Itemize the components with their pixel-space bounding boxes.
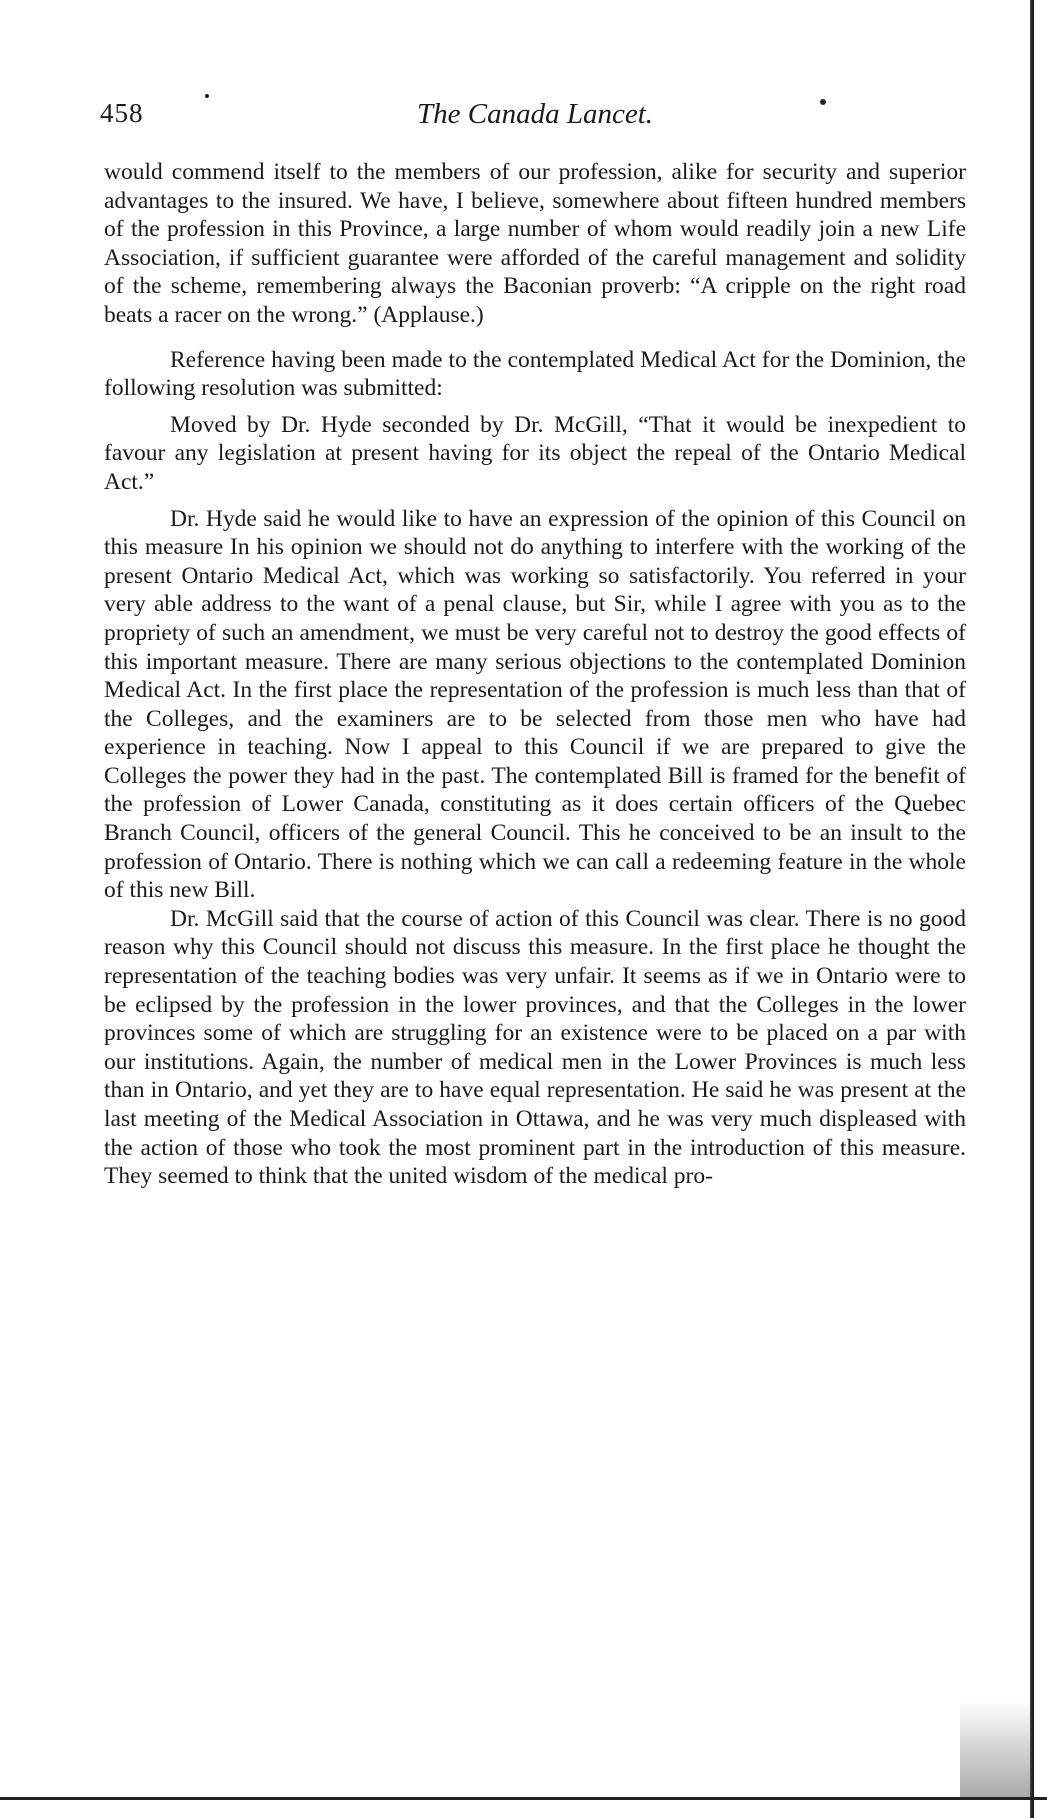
paragraph-reference: Reference having been made to the contemplated Medical Act for the Dominion, the following resolution was submitted: — [104, 346, 966, 402]
page-edge-shadow — [1030, 0, 1034, 1818]
paragraph-continuation: would commend itself to the members of our profession, alike for security and superior advantages to the insured. We have, I believe, somewhere about fifteen hundred members of the profession in this Province, a large number of whom would readily join a new Life Association, if sufficient guarantee were afforded of the careful management and solidity of the scheme, remembering always the Baconian proverb: “A cripple on the right road beats a racer on the wrong.” (Applause.) — [104, 159, 966, 328]
paragraph-dr-mcgill: Dr. McGill said that the course of action of this Council was clear. There is no good reason why this Council should not discuss this measure. In the first place he thought the representation of the teaching bodies was very unfair. It seems as if we in Ontario were to be eclipsed by the profession in the lower provinces, and that the Colleges in the lower provinces some of which are struggling for an existence were to be placed on a par with our institutions. Again, the number of medical men in the Lower Provinces is much less than in Ontario, and yet they are to have equal representation. He said he was present at the last meeting of the Medical Association in Ottawa, and he was very much displeased with the action of those who took the most prominent part in the introduction of this measure. They seemed to think that the united wisdom of the medical pro- — [104, 905, 966, 1190]
paragraph-dr-hyde: Dr. Hyde said he would like to have an expression of the opinion of this Council on this measure In his opinion we should not do anything to interfere with the working of the present Ontario Medical Act, which was working so satisfactorily. You referred in your very able address to the want of a penal clause, but Sir, while I agree with you as to the propriety of such an amendment, we must be very careful not to destroy the good effects of this important measure. There are many serious objections to the contemplated Dominion Medical Act. In the first place the representation of the profession is much less than that of the Colleges, and the examiners are to be selected from those men who have had experience in teaching. Now I appeal to this Council if we are prepared to give the Colleges the power they had in the past. The contemplated Bill is framed for the benefit of the profession of Lower Canada, constituting as it does certain officers of the Quebec Branch Council, officers of the general Council. This he conceived to be an insult to the profession of Ontario. There is nothing which we can call a redeeming feature in the whole of this new Bill. — [104, 505, 966, 904]
page-bottom-edge — [0, 1797, 1047, 1800]
page-header — [100, 98, 970, 138]
body-text — [104, 158, 966, 1191]
page-corner-shadow — [960, 1700, 1030, 1800]
paragraph-motion: Moved by Dr. Hyde seconded by Dr. McGill, “That it would be inexpedient to favour any legislation at present having for its object the repeal of the Ontario Medical Act.” — [104, 411, 966, 495]
running-head: The Canada Lancet. — [416, 98, 654, 130]
page-number: 458 — [100, 98, 144, 128]
print-speck — [820, 99, 826, 105]
print-speck — [205, 94, 209, 98]
